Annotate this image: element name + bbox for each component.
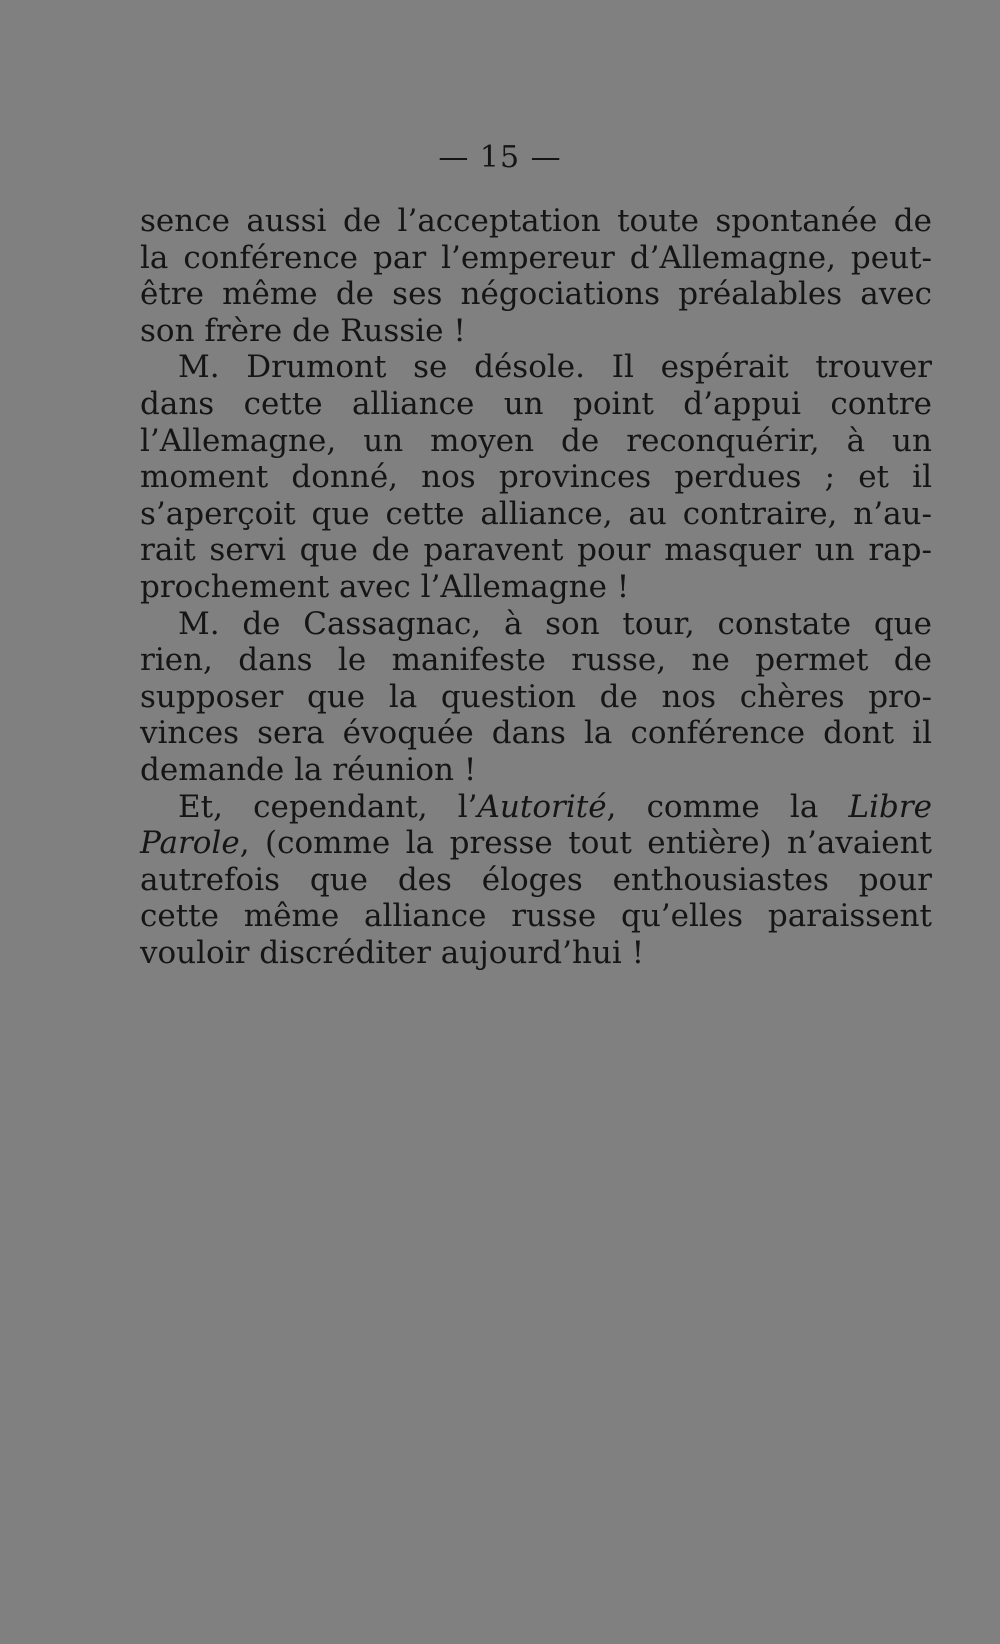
paragraph-4 — [140, 789, 932, 972]
text-line: la conférence par l’empereur d’Allemagne, peut- — [140, 239, 932, 276]
text-line: prochement avec l’Allemagne ! — [140, 568, 630, 605]
text-line: cette même alliance russe qu’elles paraissent — [140, 898, 932, 935]
text-line: autrefois que des éloges enthousiastes pour — [140, 861, 932, 898]
paragraph-3 — [140, 606, 932, 789]
text-line: l’Allemagne, un moyen de reconquérir, à un — [140, 422, 932, 459]
text-line — [140, 789, 932, 826]
text-line: dans cette alliance un point d’appui contre — [140, 385, 932, 422]
text-line: moment donné, nos provinces perdues ; et il — [140, 459, 932, 496]
text-line: rien, dans le manifeste russe, ne permet de — [140, 642, 932, 679]
text-line: vouloir discréditer aujourd’hui ! — [140, 934, 645, 971]
text-line: vinces sera évoquée dans la conférence dont il — [140, 715, 932, 752]
text-line: M. de Cassagnac, à son tour, constate que — [178, 605, 932, 642]
text-line: demande la réunion ! — [140, 751, 477, 788]
body-text — [140, 203, 932, 971]
paragraph-2 — [140, 349, 932, 605]
newspaper-title-parole: Parole — [140, 825, 240, 862]
newspaper-title-libre: Libre — [848, 788, 932, 825]
text-line: supposer que la question de nos chères pro- — [140, 678, 932, 715]
text-line: s’aperçoit que cette alliance, au contraire, n’au- — [140, 495, 932, 532]
text-line: sence aussi de l’acceptation toute spontanée de — [140, 203, 932, 239]
newspaper-title-autorite: Autorité — [477, 788, 607, 825]
text-line: M. Drumont se désole. Il espérait trouver — [178, 349, 932, 386]
page-number: — 15 — — [438, 140, 562, 175]
text-line: son frère de Russie ! — [140, 312, 466, 349]
text-run: , (comme la presse tout entière) n’avaient — [239, 825, 932, 862]
text-run: Et, cependant, l’ — [178, 788, 478, 825]
paragraph-1 — [140, 203, 932, 349]
text-line — [140, 825, 932, 862]
text-line: rait servi que de paravent pour masquer un rap- — [140, 532, 932, 569]
text-run: , comme la — [606, 788, 849, 825]
text-line: être même de ses négociations préalables avec — [140, 276, 932, 313]
